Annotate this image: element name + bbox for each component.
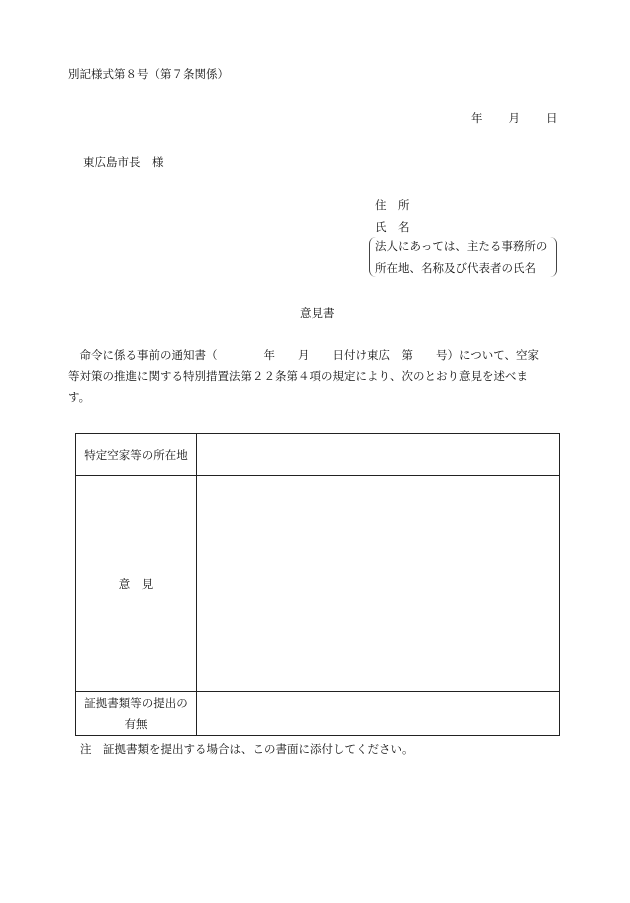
name-label: 氏 名 xyxy=(375,220,410,234)
bracket-right xyxy=(548,237,557,277)
addressee: 東広島市長 様 xyxy=(83,155,164,169)
date-year: 年 xyxy=(471,111,483,125)
table-row-evidence xyxy=(76,692,560,736)
date-month: 月 xyxy=(508,111,520,125)
date-line xyxy=(471,110,558,126)
footnote: 注 証拠書類を提出する場合は、この書面に添付してください。 xyxy=(80,742,414,756)
body-line-2: 等対策の推進に関する特別措置法第２２条第４項の規定により、次のとおり意見を述べま xyxy=(68,369,528,383)
body-line-1 xyxy=(68,345,578,366)
form-number-label: 別記様式第８号（第７条関係） xyxy=(68,67,229,81)
corporate-note xyxy=(369,235,557,279)
corporate-note-line1: 法人にあっては、主たる事務所の xyxy=(375,239,548,253)
body-paragraph xyxy=(68,345,578,408)
location-value-field[interactable] xyxy=(197,434,560,476)
evidence-label-line1: 証拠書類等の提出の xyxy=(84,695,188,710)
corporate-note-line2: 所在地、名称及び代表者の氏名 xyxy=(375,261,536,275)
address-label: 住 所 xyxy=(375,198,410,212)
document-title: 意見書 xyxy=(300,306,335,320)
date-day: 日 xyxy=(546,111,558,125)
body-line-1-text: 命令に係る事前の通知書（ 年 月 日付け東広 第 号）について、空家 xyxy=(79,348,540,362)
evidence-label xyxy=(76,692,197,736)
table-row-opinion xyxy=(76,476,560,692)
evidence-label-line2: 有無 xyxy=(124,716,148,731)
opinion-label: 意 見 xyxy=(76,476,197,692)
opinion-value-field[interactable] xyxy=(197,476,560,692)
body-line-3: す。 xyxy=(68,390,91,404)
evidence-value-field[interactable] xyxy=(197,692,560,736)
table-row-location xyxy=(76,434,560,476)
opinion-table xyxy=(75,433,560,736)
location-label: 特定空家等の所在地 xyxy=(76,434,197,476)
